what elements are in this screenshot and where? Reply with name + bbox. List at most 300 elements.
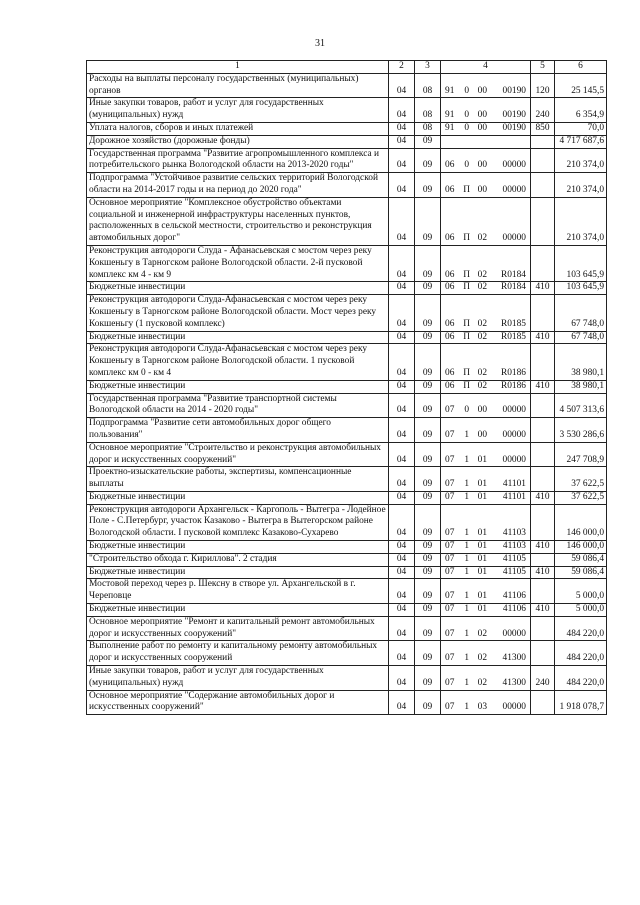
row-expense-type-cell [531,442,555,467]
target-code-part: 1 [464,628,469,639]
row-name-cell: Государственная программа "Развитие транспортной системы Вологодской области на 2014 - 2020 годы" [87,393,389,418]
target-code-part: 02 [477,331,487,342]
row-section-cell: 04 [389,295,415,331]
target-code [443,405,528,417]
row-subsection-cell: 09 [415,282,441,295]
target-code-part: 0 [464,122,469,133]
target-code-part: 00000 [502,454,526,465]
table-row [87,148,607,173]
budget-table [86,60,607,715]
target-code-part: 41103 [502,541,526,552]
target-code-part: 02 [477,628,487,639]
row-name-cell: Выполнение работ по ремонту и капитальному ремонту автомобильных дорог и искусственных сооружений [87,641,389,666]
target-code [443,319,528,331]
row-expense-type-cell [531,504,555,540]
target-code-part: 00 [477,429,487,440]
row-expense-type-cell: 410 [531,380,555,393]
row-target-code-cell [441,295,531,331]
row-section-cell: 04 [389,331,415,344]
table-row [87,282,607,295]
row-sum-cell: 1 918 078,7 [555,690,607,715]
row-name-cell: "Строительство обхода г. Кириллова". 2 стадия [87,553,389,566]
row-target-code-cell [441,148,531,173]
target-code [443,233,528,245]
target-code-part: П [463,184,471,195]
row-target-code-cell [441,197,531,245]
row-sum-cell: 25 145,5 [555,73,607,98]
target-code-part: 41101 [502,491,526,502]
target-code [443,185,528,197]
table-row [87,73,607,98]
row-expense-type-cell [531,148,555,173]
row-section-cell: 04 [389,566,415,579]
row-sum-cell: 4 507 313,6 [555,393,607,418]
row-sum-cell: 59 086,4 [555,553,607,566]
target-code-part: R0185 [500,331,526,342]
target-code-part: 06 [445,184,455,195]
target-code-part: 07 [445,604,455,615]
row-subsection-cell: 08 [415,122,441,135]
target-code-part: 01 [477,454,487,465]
row-subsection-cell: 09 [415,616,441,641]
row-sum-cell: 3 530 286,6 [555,418,607,443]
target-code [443,381,528,393]
row-subsection-cell: 09 [415,393,441,418]
row-subsection-cell: 09 [415,442,441,467]
target-code-part: 00190 [502,122,526,133]
row-target-code-cell [441,467,531,492]
target-code-part: 00000 [502,702,526,713]
target-code-part: 07 [445,528,455,539]
row-target-code-cell [441,553,531,566]
row-expense-type-cell: 410 [531,566,555,579]
target-code-part: 00190 [502,110,526,121]
target-code-part: 1 [464,553,469,564]
target-code-part: 91 [445,122,455,133]
target-code-part: 01 [477,604,487,615]
target-code [443,430,528,442]
row-subsection-cell: 09 [415,380,441,393]
row-name-cell: Расходы на выплаты персоналу государственных (муниципальных) органов [87,73,389,98]
row-sum-cell: 67 748,0 [555,295,607,331]
row-section-cell: 04 [389,442,415,467]
header-cell: 2 [389,61,415,74]
row-section-cell: 04 [389,173,415,198]
row-subsection-cell: 08 [415,98,441,123]
target-code-part: 07 [445,491,455,502]
target-code-part: 00000 [502,160,526,171]
row-subsection-cell: 09 [415,467,441,492]
target-code-part: 1 [464,541,469,552]
target-code-part: 1 [464,528,469,539]
target-code-part: 01 [477,491,487,502]
target-code-part: 02 [477,367,487,378]
target-code [443,282,528,294]
table-row [87,690,607,715]
target-code [443,541,528,553]
target-code [443,455,528,467]
row-target-code-cell [441,604,531,617]
row-expense-type-cell [531,418,555,443]
row-section-cell: 04 [389,467,415,492]
row-section-cell: 04 [389,73,415,98]
row-section-cell: 04 [389,282,415,295]
table-row [87,122,607,135]
row-name-cell: Иные закупки товаров, работ и услуг для государственных (муниципальных) нужд [87,666,389,691]
target-code [443,528,528,540]
target-code-part: П [463,282,471,293]
row-subsection-cell: 09 [415,295,441,331]
target-code [443,332,528,344]
target-code-part: П [463,269,471,280]
row-name-cell: Реконструкция автодороги Слуда-Афанасьевская с мостом через реку Кокшеньгу в Тарногском районе Вологодской области. 1 пусковой комплекс км 0 - км 4 [87,344,389,380]
row-target-code-cell [441,616,531,641]
target-code-part: 00000 [502,405,526,416]
row-section-cell: 04 [389,135,415,148]
target-code-part: 1 [464,491,469,502]
row-section-cell: 04 [389,197,415,245]
target-code-part: 00000 [502,429,526,440]
row-section-cell: 04 [389,541,415,554]
target-code-part: 07 [445,454,455,465]
row-target-code-cell [441,418,531,443]
row-expense-type-cell [531,553,555,566]
row-name-cell: Реконструкция автодороги Слуда-Афанасьевская с мостом через реку Кокшеньгу в Тарногском районе Вологодской области. Мост через реку Кокшеньгу (1 пусковой комплекс) [87,295,389,331]
row-sum-cell: 484 220,0 [555,666,607,691]
table-row [87,173,607,198]
row-subsection-cell: 09 [415,331,441,344]
row-subsection-cell: 09 [415,245,441,281]
row-sum-cell: 37 622,5 [555,491,607,504]
row-name-cell: Бюджетные инвестиции [87,566,389,579]
row-section-cell: 04 [389,690,415,715]
row-expense-type-cell [531,579,555,604]
row-target-code-cell [441,98,531,123]
row-target-code-cell [441,491,531,504]
target-code-part: 07 [445,677,455,688]
target-code-part: 00000 [502,184,526,195]
page-number: 31 [315,38,325,49]
target-code [443,629,528,641]
row-expense-type-cell [531,616,555,641]
row-expense-type-cell [531,690,555,715]
row-target-code-cell [441,344,531,380]
target-code-part: R0184 [500,282,526,293]
row-section-cell: 04 [389,491,415,504]
row-sum-cell: 103 645,9 [555,282,607,295]
row-name-cell: Бюджетные инвестиции [87,282,389,295]
row-name-cell: Основное мероприятие "Строительство и реконструкция автомобильных дорог и искусственных сооружений" [87,442,389,467]
target-code-part: П [463,318,471,329]
row-name-cell: Государственная программа "Развитие агропромышленного комплекса и потребительского рынка Вологодской области на 2013-2020 годы" [87,148,389,173]
target-code-part: R0186 [500,367,526,378]
target-code-part: 07 [445,566,455,577]
target-code-part: 02 [477,677,487,688]
target-code-part: 41105 [502,566,526,577]
target-code-part: 91 [445,85,455,96]
row-sum-cell: 6 354,9 [555,98,607,123]
table-row [87,604,607,617]
target-code-part: 00 [477,405,487,416]
row-section-cell: 04 [389,122,415,135]
row-expense-type-cell [531,393,555,418]
target-code-part: 1 [464,429,469,440]
row-name-cell: Уплата налогов, сборов и иных платежей [87,122,389,135]
row-sum-cell: 484 220,0 [555,641,607,666]
target-code-part: 1 [464,604,469,615]
target-code-part: 07 [445,628,455,639]
row-sum-cell: 146 000,0 [555,504,607,540]
row-target-code-cell [441,442,531,467]
row-section-cell: 04 [389,380,415,393]
row-target-code-cell [441,282,531,295]
target-code-part: П [463,380,471,391]
row-target-code-cell [441,380,531,393]
target-code [443,678,528,690]
row-expense-type-cell: 850 [531,122,555,135]
target-code-part: 02 [477,269,487,280]
row-subsection-cell: 09 [415,418,441,443]
table-row [87,641,607,666]
target-code-part: 02 [477,380,487,391]
table-row [87,467,607,492]
target-code-part: 02 [477,233,487,244]
row-subsection-cell: 09 [415,504,441,540]
target-code-part: 01 [477,553,487,564]
table-row [87,245,607,281]
target-code-part: 07 [445,553,455,564]
table-row [87,442,607,467]
target-code-part: 00 [477,110,487,121]
row-expense-type-cell: 120 [531,73,555,98]
row-subsection-cell: 09 [415,566,441,579]
table-row [87,579,607,604]
row-sum-cell: 5 000,0 [555,604,607,617]
row-section-cell: 04 [389,245,415,281]
row-subsection-cell: 09 [415,173,441,198]
row-subsection-cell: 09 [415,690,441,715]
target-code-part: 01 [477,528,487,539]
target-code-part: 91 [445,110,455,121]
row-target-code-cell [441,393,531,418]
target-code-part: 07 [445,541,455,552]
row-name-cell: Бюджетные инвестиции [87,541,389,554]
row-name-cell: Основное мероприятие "Содержание автомобильных дорог и искусственных сооружений" [87,690,389,715]
target-code-part: П [463,233,471,244]
row-subsection-cell: 09 [415,491,441,504]
target-code-part: 1 [464,566,469,577]
header-cell: 3 [415,61,441,74]
row-expense-type-cell: 240 [531,666,555,691]
target-code-part: 01 [477,591,487,602]
row-subsection-cell: 09 [415,541,441,554]
row-expense-type-cell: 410 [531,604,555,617]
row-name-cell: Проектно-изыскательские работы, экспертизы, компенсационные выплаты [87,467,389,492]
header-cell: 4 [441,61,531,74]
target-code [443,110,528,122]
target-code-part: 0 [464,160,469,171]
row-target-code-cell [441,504,531,540]
target-code-part: 1 [464,653,469,664]
row-target-code-cell [441,135,531,148]
row-name-cell: Бюджетные инвестиции [87,604,389,617]
row-section-cell: 04 [389,641,415,666]
row-sum-cell: 70,0 [555,122,607,135]
row-section-cell: 04 [389,579,415,604]
target-code-part: 07 [445,653,455,664]
target-code-part: 41105 [502,553,526,564]
row-section-cell: 04 [389,616,415,641]
row-target-code-cell [441,73,531,98]
row-name-cell: Мостовой переход через р. Шексну в створе ул. Архангельской в г. Череповце [87,579,389,604]
table-row [87,344,607,380]
table-row [87,135,607,148]
target-code-part: 06 [445,269,455,280]
row-sum-cell: 4 717 687,6 [555,135,607,148]
row-sum-cell: 146 000,0 [555,541,607,554]
table-row [87,504,607,540]
row-name-cell: Бюджетные инвестиции [87,380,389,393]
target-code [443,479,528,491]
row-target-code-cell [441,173,531,198]
row-section-cell: 04 [389,98,415,123]
table-row [87,553,607,566]
target-code [443,653,528,665]
row-name-cell: Подпрограмма "Устойчивое развитие сельских территорий Вологодской области на 2014-2017 годы и на период до 2020 года" [87,173,389,198]
target-code-part: 00190 [502,85,526,96]
row-name-cell: Основное мероприятие "Комплексное обустройство объектами социальной и инженерной инфраструктуры населенных пунктов, расположенных в сельской местности, строительство и реконструкция автомобильных дорог" [87,197,389,245]
row-name-cell: Дорожное хозяйство (дорожные фонды) [87,135,389,148]
row-name-cell: Подпрограмма "Развитие сети автомобильных дорог общего пользования" [87,418,389,443]
header-cell: 6 [555,61,607,74]
target-code [443,492,528,504]
target-code-part: R0185 [500,318,526,329]
table-row [87,616,607,641]
budget-table-body [87,61,607,715]
target-code [443,567,528,579]
target-code-part: 41103 [502,528,526,539]
target-code-part: 41106 [502,591,526,602]
target-code [443,368,528,380]
target-code-part: 41106 [502,604,526,615]
row-expense-type-cell [531,295,555,331]
row-target-code-cell [441,331,531,344]
row-subsection-cell: 09 [415,579,441,604]
row-sum-cell: 210 374,0 [555,173,607,198]
target-code-part: 06 [445,318,455,329]
table-row [87,295,607,331]
target-code-part: 07 [445,405,455,416]
row-name-cell: Бюджетные инвестиции [87,331,389,344]
target-code-part: 06 [445,380,455,391]
row-sum-cell: 210 374,0 [555,148,607,173]
row-section-cell: 04 [389,504,415,540]
table-row [87,380,607,393]
target-code-part: 00000 [502,233,526,244]
table-row [87,491,607,504]
row-subsection-cell: 09 [415,197,441,245]
row-name-cell: Иные закупки товаров, работ и услуг для государственных (муниципальных) нужд [87,98,389,123]
table-header-row [87,61,607,74]
row-target-code-cell [441,641,531,666]
row-target-code-cell [441,122,531,135]
target-code-part: 03 [477,702,487,713]
target-code-part: 06 [445,282,455,293]
row-expense-type-cell [531,135,555,148]
row-sum-cell: 38 980,1 [555,380,607,393]
target-code-part: 1 [464,454,469,465]
target-code-part: 00 [477,184,487,195]
target-code-part: 0 [464,110,469,121]
table-row [87,393,607,418]
row-target-code-cell [441,666,531,691]
row-expense-type-cell [531,245,555,281]
target-code-part: 02 [477,318,487,329]
row-subsection-cell: 09 [415,666,441,691]
row-sum-cell: 5 000,0 [555,579,607,604]
row-target-code-cell [441,541,531,554]
row-expense-type-cell [531,173,555,198]
target-code-part: 06 [445,331,455,342]
target-code-part: 00 [477,122,487,133]
target-code-part: 01 [477,566,487,577]
row-section-cell: 04 [389,393,415,418]
row-sum-cell: 210 374,0 [555,197,607,245]
target-code-part: 00000 [502,628,526,639]
target-code-part: 02 [477,282,487,293]
row-subsection-cell: 09 [415,641,441,666]
row-target-code-cell [441,566,531,579]
target-code [443,702,528,714]
row-sum-cell: 38 980,1 [555,344,607,380]
row-sum-cell: 59 086,4 [555,566,607,579]
row-section-cell: 04 [389,604,415,617]
row-sum-cell: 484 220,0 [555,616,607,641]
target-code-part: 1 [464,677,469,688]
row-target-code-cell [441,579,531,604]
target-code-part: 0 [464,85,469,96]
row-section-cell: 04 [389,148,415,173]
target-code-part: 07 [445,702,455,713]
row-section-cell: 04 [389,553,415,566]
table-row [87,331,607,344]
target-code-part: П [463,367,471,378]
row-subsection-cell: 09 [415,604,441,617]
row-subsection-cell: 09 [415,135,441,148]
row-target-code-cell [441,690,531,715]
row-target-code-cell [441,245,531,281]
target-code-part: П [463,331,471,342]
target-code [443,123,528,135]
row-sum-cell: 247 708,9 [555,442,607,467]
header-cell: 5 [531,61,555,74]
row-sum-cell: 67 748,0 [555,331,607,344]
row-subsection-cell: 08 [415,73,441,98]
target-code-part: 1 [464,479,469,490]
row-expense-type-cell: 410 [531,331,555,344]
row-name-cell: Реконструкция автодороги Слуда - Афанасьевская с мостом через реку Кокшеньгу в Тарногском районе Вологодской области. 2-й пусковой комплекс км 4 - км 9 [87,245,389,281]
row-expense-type-cell: 410 [531,541,555,554]
target-code [443,604,528,616]
target-code-part: 06 [445,160,455,171]
row-sum-cell: 103 645,9 [555,245,607,281]
target-code-part: 41300 [502,677,526,688]
target-code-part: R0186 [500,380,526,391]
row-subsection-cell: 09 [415,148,441,173]
target-code-part: 41300 [502,653,526,664]
row-section-cell: 04 [389,666,415,691]
row-expense-type-cell [531,641,555,666]
